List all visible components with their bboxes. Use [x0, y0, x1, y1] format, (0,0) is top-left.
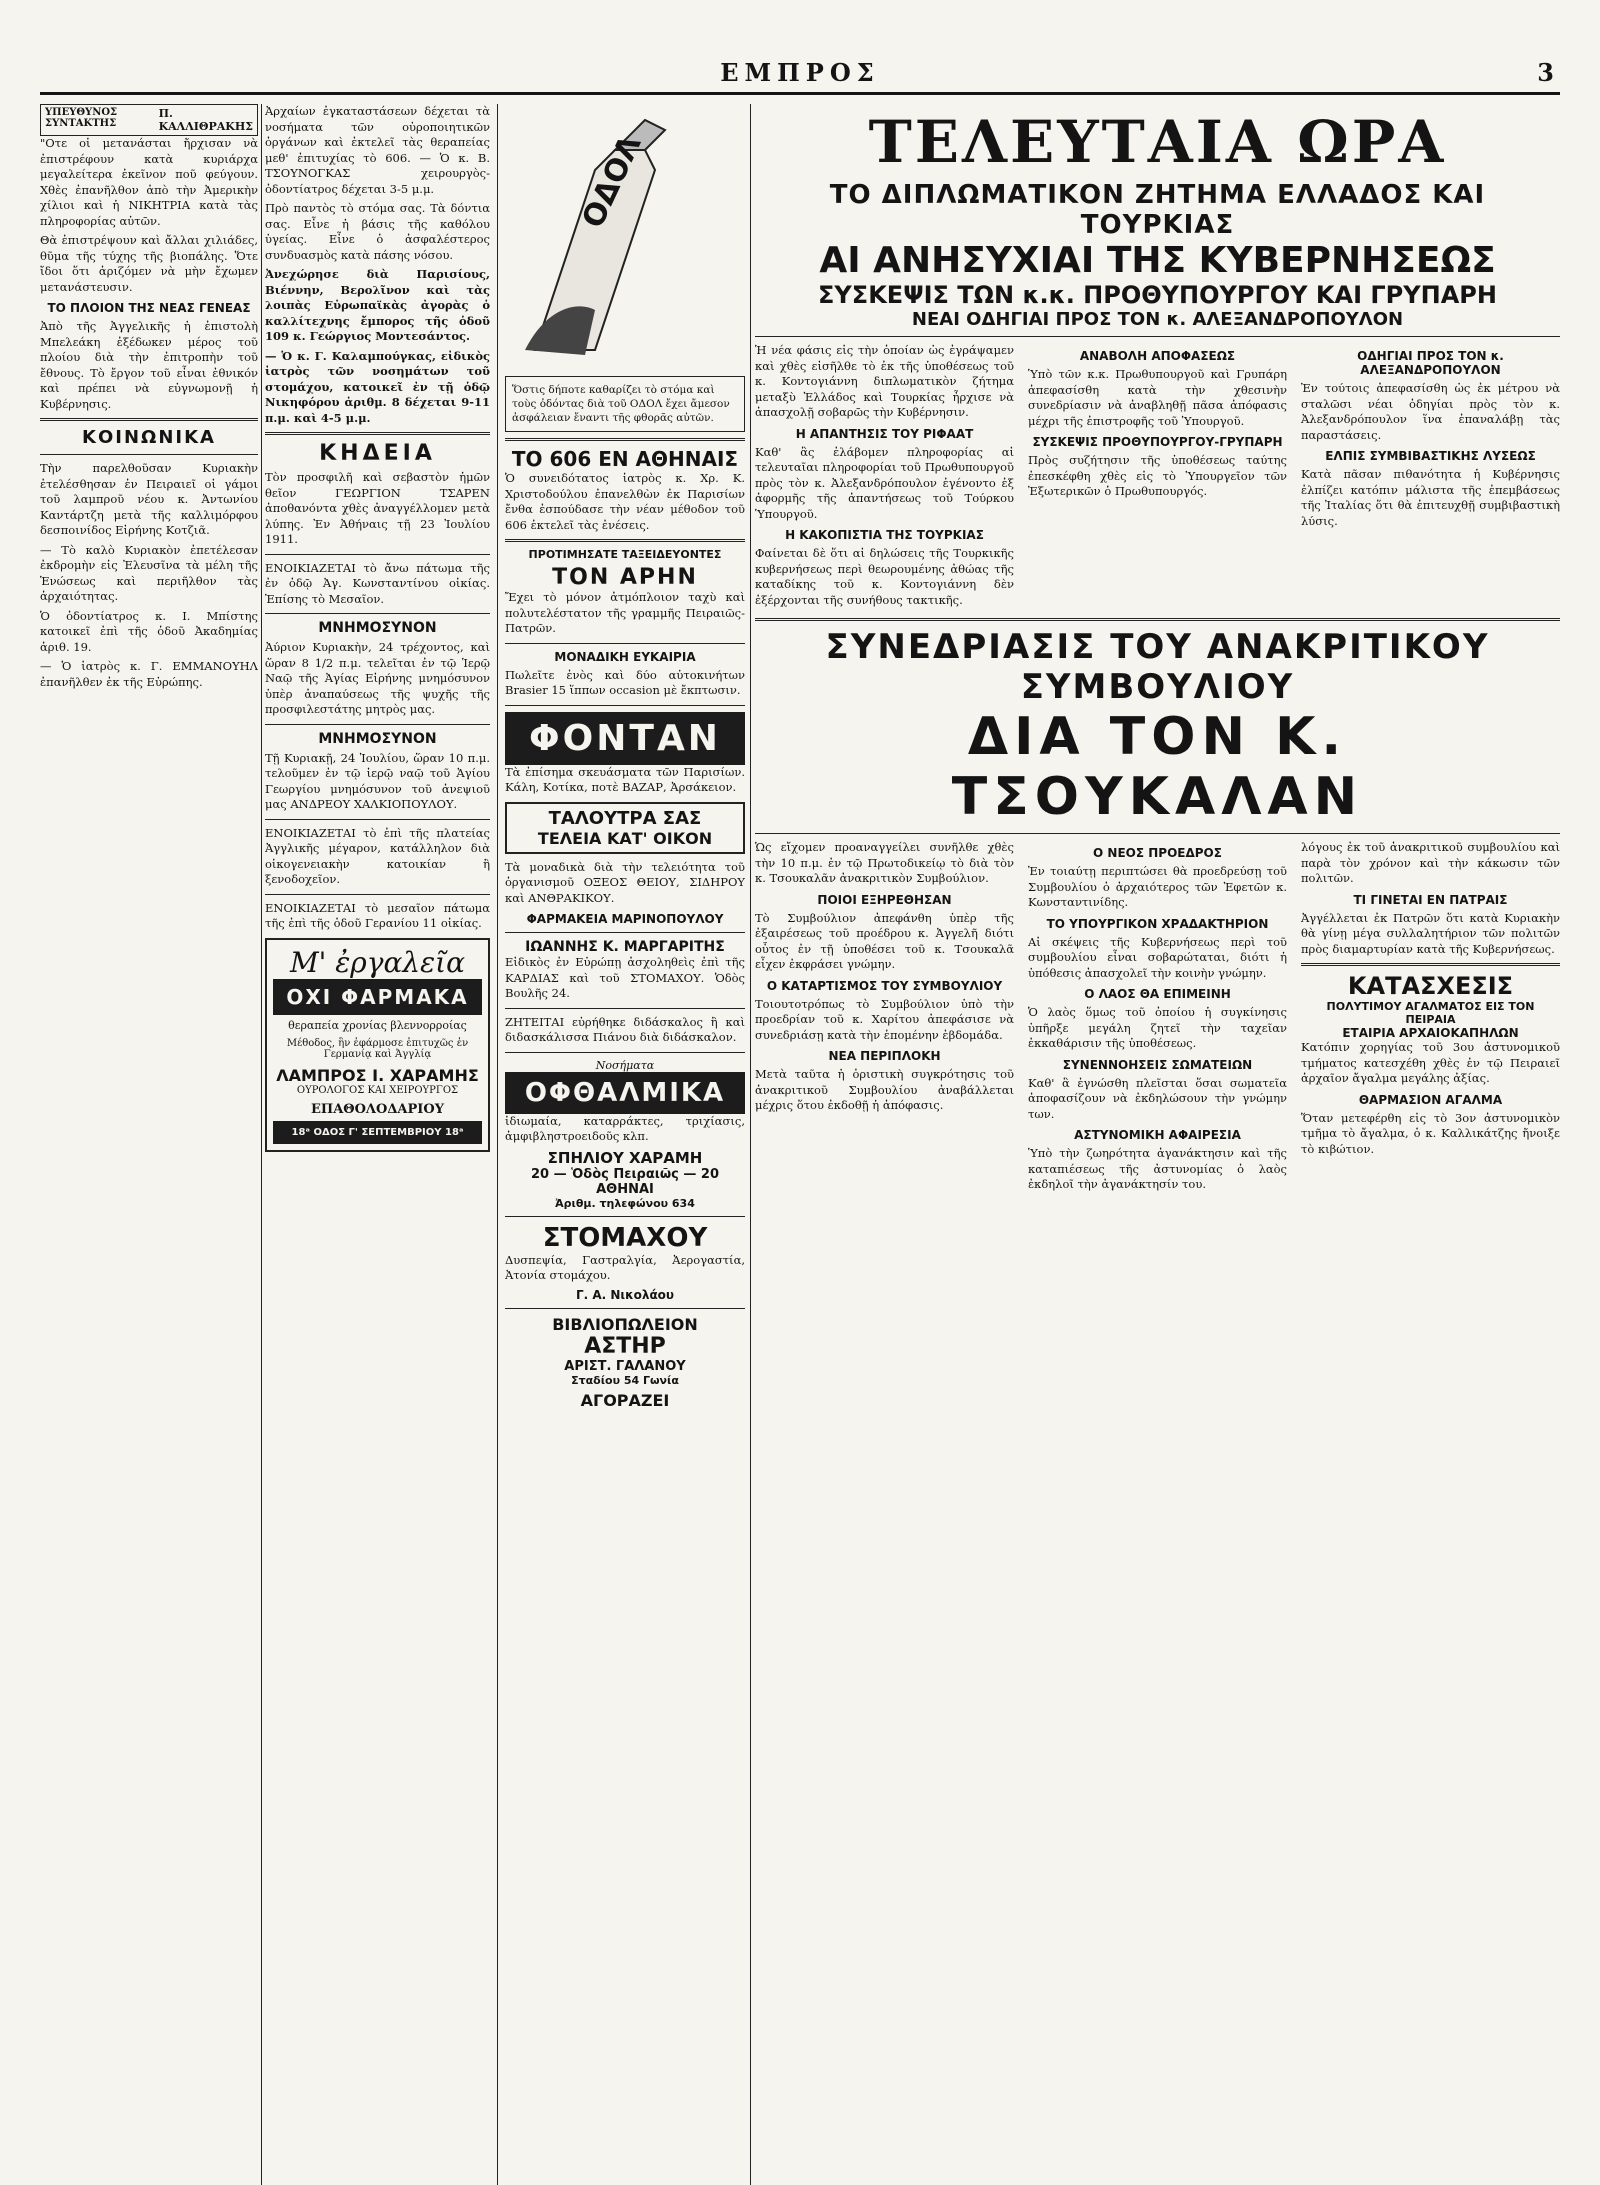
- lead-article-body: [755, 343, 1560, 612]
- doctor-name: ΙΩΑΝΝΗΣ Κ. ΜΑΡΓΑΡΙΤΗΣ: [525, 939, 725, 955]
- social-text: — Τὸ καλὸ Κυριακὸν ἐπετέλεσαν ἐκδρομὴν εἰς Ἐλευσῖνα τὰ μέλη τῆς Ἑνώσεως καὶ περιῆλθον τὰς ἀρχαιότητας.: [40, 542, 258, 603]
- 606-text: Ὁ συνειδότατος ἰατρὸς κ. Χρ. Κ. Χριστοδούλου ἐπανελθὼν ἐκ Παρισίων ἔνθα ἐσπούδασε τὴν νέαν μέθοδον τοῦ 606 ἐκτελεῖ τὰς ἐνέσεις.: [505, 471, 745, 532]
- subheading: ΟΔΗΓΙΑΙ ΠΡΟΣ ΤΟΝ κ. ΑΛΕΞΑΝΔΡΟΠΟΥΛΟΝ: [1357, 349, 1504, 377]
- stomach-title: ΣΤΟΜΑΧΟΥ: [542, 1222, 708, 1253]
- subheading: Ο ΛΑΟΣ ΘΑ ΕΠΙΜΕΙΝΗ: [1084, 987, 1231, 1001]
- article-paragraph: Ὑπὸ τὴν ζωηρότητα ἀγανάκτησιν καὶ τῆς καταπιέσεως τῆς ἀστυνομίας ὁ λαὸς ἐκδηλοῖ τὴν ἀγανάκτησίν του.: [1028, 1146, 1287, 1191]
- article-paragraph: Μετὰ ταῦτα ἡ ὁριστικὴ συγκρότησις τοῦ ἀνακριτικοῦ Συμβουλίου ἀναβάλλεται μέχρις ὅτου ἐκδοθῇ ἡ ἀπόφασις.: [755, 1067, 1014, 1112]
- second-article-body: [755, 840, 1560, 1197]
- bookshop-title: ΒΙΒΛΙΟΠΩΛΕΙΟΝ: [552, 1314, 698, 1334]
- doctor-text: Εἰδικὸς ἐν Εὐρώπῃ ἀσχοληθεὶς ἐπὶ τῆς ΚΑΡΔΙΑΣ καὶ τοῦ ΣΤΟΜΑΧΟΥ. Ὁδὸς Βουλῆς 24.: [505, 955, 745, 1000]
- shop-ad: Ἀνεχώρησε διὰ Παρισίους, Βιέννην, Βερολῖνον καὶ τὰς λοιπὰς Εὐρωπαϊκὰς ἀγορὰς ὁ καλλίτεχνης ἔμπορος τῆς ὁδοῦ 109 κ. Γεώργιος Μοντεσάντος.: [265, 267, 490, 343]
- article-paragraph: Ἐν τοιαύτῃ περιπτώσει θὰ προεδρεύσῃ τοῦ Συμβουλίου ὁ ἀρχαιότερος τῶν Ἐφετῶν κ. Κωνσταντινίδης.: [1028, 864, 1287, 909]
- notice: — Ὁ ἰατρὸς κ. Γ. ΕΜΜΑΝΟΥΗΛ ἐπανῆλθεν ἐκ τῆς Εὐρώπης.: [40, 659, 258, 689]
- third-headline: ΔΙΑ ΤΟΝ Κ. ΤΣΟΥΚΑΛΑΝ: [951, 707, 1364, 827]
- bath-ad: [505, 802, 745, 854]
- stomach-text: Δυσπεψία, Γαστραλγία, Ἀερογαστία, Ἀτονία στομάχου.: [505, 1252, 745, 1282]
- subheading: Η ΑΠΑΝΤΗΣΙΣ ΤΟΥ ΡΙΦΑΑΤ: [795, 426, 974, 441]
- subheading: ΣΥΝΕΝΝΟΗΣΕΙΣ ΣΩΜΑΤΕΙΩΝ: [1062, 1057, 1253, 1072]
- social-header: ΚΟΙΝΩΝΙΚΑ: [82, 427, 216, 448]
- article-paragraph: "Οτε οἱ μετανάσται ἤρχισαν νὰ ἐπιστρέφουν κατὰ κυριάρχα μεγαλείτερα ἐκεῖνον ποῦ φεύγουν. Χθὲς ἐπανῆλθον ἀπὸ τὴν Ἀμερικὴν χίλιοι καὶ ἡ ΝΙΚΗΤΡΙΑ κατὰ τὰς πληροφορίας αὐτῶν.: [40, 136, 258, 228]
- ad-paragraph: Πρὸ παντὸς τὸ στόμα σας. Τὰ δόντια σας. Εἶνε ἡ βάσις τῆς καθόλου ὑγείας. Εἶνε ὁ ἀσφαλέστερος συνδυασμὸς κατὰ πάσης νόσου.: [265, 201, 490, 262]
- page-number: 3: [1537, 58, 1554, 87]
- article-paragraph: Τὸ Συμβούλιον ἀπεφάνθη ὑπὲρ τῆς ἐξαιρέσεως τοῦ προέδρου κ. Ἀγγελῆ διότι οὗτος ἐν τῇ ὑποθέσει τοῦ κ. Τσουκαλᾶ εἶχεν ἐκφράσει γνώμην.: [755, 910, 1014, 971]
- bath-text: Τὰ μοναδικὰ διὰ τὴν τελειότητα τοῦ ὀργανισμοῦ ΟΞΕΟΣ ΘΕΙΟΥ, ΣΙΔΗΡΟΥ καὶ ΑΝΘΡΑΚΙΚΟΥ.: [505, 859, 745, 905]
- subheading: ΑΣΤΥΝΟΜΙΚΗ ΑΦΑΙΡΕΣΙΑ: [1074, 1128, 1241, 1142]
- odol-bottle-label: ΟΔΟΛ: [575, 130, 649, 234]
- ad-paragraph: Ἀρχαίων ἐγκαταστάσεων δέχεται τὰ νοσήματα τῶν οὐροποιητικῶν ὀργάνων καὶ ἐκτελεῖ τὰς θεραπείας μεθ' ἐπιτυχίας τὸ 606. — Ὁ κ. Β. ΤΣΟΥΝΟΓΚΑΣ χειρουργὸς-ὀδοντίατρος δέχεται 3-5 μ.μ.: [265, 104, 490, 196]
- subheading: ΤΙ ΓΙΝΕΤΑΙ ΕΝ ΠΑΤΡΑΙΣ: [1353, 892, 1508, 907]
- eyes-tag: Νοσήματα: [595, 1058, 655, 1072]
- eyes-phone: Ἀριθμ. τηλεφώνου 634: [555, 1196, 695, 1210]
- article-paragraph: Καθ' ἃ ἐγνώσθη πλεῖσται ὅσαι σωματεῖα ἀποφασίζουν νὰ ἐκδηλώσουν τὴν γνώμην των.: [1028, 1075, 1287, 1121]
- subheading: Ο ΚΑΤΑΡΤΙΣΜΟΣ ΤΟΥ ΣΥΜΒΟΥΛΙΟΥ: [766, 978, 1003, 993]
- second-subcolumn: [1301, 840, 1560, 1197]
- second-headline: ΣΥΝΕΔΡΙΑΣΙΣ ΤΟΥ ΑΝΑΚΡΙΤΙΚΟΥ ΣΥΜΒΟΥΛΙΟΥ: [825, 627, 1490, 707]
- subheading: ΑΝΑΒΟΛΗ ΑΠΟΦΑΣΕΩΣ: [1079, 349, 1236, 363]
- eyes-city: ΑΘΗΝΑΙ: [596, 1181, 654, 1197]
- subheading: ΠΟΙΟΙ ΕΞΗΡΕΘΗΣΑΝ: [817, 892, 952, 907]
- tools-ad-sub2: θεραπεία χρονίας βλεννορροίας: [288, 1018, 467, 1032]
- tools-ad-address: 18ᵃ ΟΔΟΣ Γ' ΣΕΠΤΕΜΒΡΙΟΥ 18ᵃ: [273, 1121, 482, 1144]
- lead-subcolumn: [1301, 343, 1560, 612]
- bookshop-name: ΑΣΤΗΡ: [584, 1333, 666, 1359]
- tools-ad-sub: ΟΧΙ ΦΑΡΜΑΚΑ: [273, 979, 482, 1015]
- column-1: [40, 104, 258, 2185]
- 606-title: ΤΟ 606 ΕΝ ΑΘΗΝΑΙΣ: [511, 447, 739, 471]
- rent-ad: ΕΝΟΙΚΙΑΖΕΤΑΙ τὸ ἐπὶ τῆς πλατείας Ἀγγλικῆς μέγαρον, κατάλληλον διὰ οἰκογενειακὴν κατοικίαν ἢ ξενοδοχεῖον.: [265, 825, 490, 886]
- lead-headline-3: ΣΥΣΚΕΨΙΣ ΤΩΝ κ.κ. ΠΡΟΘΥΠΟΥΡΓΟΥ ΚΑΙ ΓΡΥΠΑΡΗ: [818, 281, 1497, 309]
- lead-banner: ΤΕΛΕΥΤΑΙΑ ΩΡΑ: [868, 108, 1447, 176]
- unique-head: ΜΟΝΑΔΙΚΗ ΕΥΚΑΙΡΙΑ: [554, 649, 696, 664]
- bookshop-buys: ΑΓΟΡΑΖΕΙ: [580, 1390, 670, 1410]
- ship-text: Ἔχει τὸ μόνον ἀτμόπλοιον ταχὺ καὶ πολυτελέστατον τῆς γραμμῆς Πειραιῶς-Πατρῶν.: [505, 590, 745, 635]
- newspaper-title: ΕΜΠΡΟΣ: [720, 58, 880, 87]
- eyes-title: ΟΦΘΑΛΜΙΚΑ: [505, 1072, 745, 1114]
- lead-headline-4: ΝΕΑΙ ΟΔΗΓΙΑΙ ΠΡΟΣ ΤΟΝ κ. ΑΛΕΞΑΝΔΡΟΠΟΥΛΟΝ: [911, 309, 1404, 330]
- section-title: ΤΟ ΠΛΟΙΟΝ ΤΗΣ ΝΕΑΣ ΓΕΝΕΑΣ: [47, 301, 251, 315]
- article-paragraph: Ἀγγέλλεται ἐκ Πατρῶν ὅτι κατὰ Κυριακὴν θὰ γίνῃ μέγα συλλαλητήριον τῶν πολιτῶν πρὸς διαμαρτυρίαν κατὰ τῆς Κυβερνήσεως.: [1301, 910, 1560, 956]
- subheading: Η ΚΑΚΟΠΙΣΤΙΑ ΤΗΣ ΤΟΥΡΚΙΑΣ: [785, 528, 984, 542]
- lead-subcolumn: [755, 343, 1014, 612]
- memorial-title: ΜΝΗΜΟΣΥΝΟΝ: [318, 730, 437, 747]
- rent-ad: ΕΝΟΙΚΙΑΖΕΤΑΙ τὸ ἄνω πάτωμα τῆς ἐν ὁδῷ Ἀγ. Κωνσταντίνου οἰκίας. Ἐπίσης τὸ Μεσαῖον.: [265, 560, 490, 606]
- column-divider: [261, 104, 262, 2185]
- article-paragraph: Ὡς εἴχομεν προαναγγείλει συνῆλθε χθὲς τὴν 10 π.μ. ἐν τῷ Πρωτοδικείῳ τὸ διὰ τὸν κ. Τσουκαλᾶν ἀνακριτικὸν Συμβούλιον.: [755, 840, 1014, 885]
- fontan-title: ΦΟΝΤΑΝ: [505, 712, 745, 765]
- eyes-text: ἰδιωμαία, καταρράκτες, τριχίασις, ἀμφιβληστροειδοῦς κλπ.: [505, 1113, 745, 1143]
- memorial-text: Τῇ Κυριακῇ, 24 Ἰουλίου, ὥραν 10 π.μ. τελοῦμεν ἐν τῷ ἱερῷ ναῷ τοῦ Ἁγίου Γεωργίου μνημόσυνον τοῦ ἀνεψιοῦ μας ΑΝΔΡΕΟΥ ΧΑΛΚΙΟΠΟΥΛΟΥ.: [265, 750, 490, 811]
- pharmacy-name: ΦΑΡΜΑΚΕΙΑ ΜΑΡΙΝΟΠΟΥΛΟΥ: [526, 912, 724, 926]
- memorial-text: Ἀύριον Κυριακὴν, 24 τρέχοντος, καὶ ὥραν 8 1/2 π.μ. τελεῖται ἐν τῷ Ἱερῷ Ναῷ τῆς Ἀγίας Εἰρήνης μνημόσυνον ὑπὲρ ἀναπαύσεως τῆς ψυχῆς τῆς προσφιλεστάτης μητρὸς μας.: [265, 640, 490, 716]
- column-divider: [497, 104, 498, 2185]
- doctor-ad: — Ὁ κ. Γ. Καλαμπούγκας, εἰδικὸς ἰατρὸς τῶν νοσημάτων τοῦ στομάχου, κατοικεῖ ἐν τῇ ὁδῷ Νικηφόρου ἀριθμ. 8 δέχεται 9-11 π.μ. καὶ 4-5 μ.μ.: [265, 348, 490, 425]
- article-paragraph: Φαίνεται δὲ ὅτι αἱ δηλώσεις τῆς Τουρκικῆς κυβερνήσεως περὶ θεωρουμένης ἀθώας τῆς καταδίκης τοῦ κ. Κοντογιάννη δὲν ἐξέρχονται τῆς συνήθους τακτικῆς.: [755, 546, 1014, 607]
- second-subcolumn: [755, 840, 1014, 1197]
- article-paragraph: Καθ' ἃς ἐλάβομεν πληροφορίας αἱ τελευταῖαι πληροφορίαι τοῦ Πρωθυπουργοῦ πρὸς τὸν κ. Ἀλεξανδρόπουλον ἐγένοντο ἐξ ἀφορμῆς τῆς ἀπαντήσεως τοῦ Τούρκου Ὑπουργοῦ.: [755, 444, 1014, 521]
- article-paragraph: Ὑπὸ τῶν κ.κ. Πρωθυπουργοῦ καὶ Γρυπάρη ἀπεφασίσθη κατὰ τὴν χθεσινὴν συνεδρίασιν νὰ ἀναβληθῇ πᾶσα ἀπόφασις μέχρι τῆς ἐπιστροφῆς τοῦ Ὑπουργοῦ.: [1028, 367, 1287, 428]
- bath-title: ΤΑΛΟΥΤΡΑ ΣΑΣ: [548, 807, 702, 829]
- article-paragraph: Ὅταν μετεφέρθη εἰς τὸ 3ον ἀστυνομικὸν τμῆμα τὸ ἄγαλμα, ὁ κ. Καλλικάτζης ἤνοιξε τὸ κιβώτιον.: [1301, 1110, 1560, 1156]
- tools-ad-name: ΛΑΜΠΡΟΣ Ι. ΧΑΡΑΜΗΣ: [276, 1065, 479, 1085]
- odol-bottle-illustration: [505, 110, 705, 360]
- stomach-doctor: Γ. Α. Νικολάου: [575, 1287, 675, 1302]
- wanted-ad: ΖΗΤΕΙΤΑΙ εὐρήθηκε διδάσκαλος ἢ καὶ διδασκάλισσα Πιάνου διὰ διδάσκαλον.: [505, 1014, 745, 1044]
- tools-ad-title: Μ' ἐργαλεῖα: [289, 945, 466, 979]
- article-paragraph: λόγους ἐκ τοῦ ἀνακριτικοῦ συμβουλίου καὶ παρὰ τὸν χρόνον καὶ τὴν κάκωσιν τῶν πολιτῶν.: [1301, 840, 1560, 885]
- column-3: [505, 104, 745, 2185]
- article-paragraph: Πρὸς συζήτησιν τῆς ὑποθέσεως ταύτης ἐπεσκέφθη χθὲς εἰς τὸ Ὑπουργεῖον τῶν Ἐξωτερικῶν ὁ Πρωθυπουργός.: [1028, 453, 1287, 498]
- tools-ad-office: ΕΠΑΘΟΛΟΔΑΡΙΟΥ: [311, 1101, 444, 1117]
- article-paragraph: Κατόπιν χορηγίας τοῦ 3ου ἀστυνομικοῦ τμήματος κατεσχέθη χθὲς ἐν τῷ Πειραιεῖ ἀρχαῖον ἄγαλμα μεγάλης ἀξίας.: [1301, 1040, 1560, 1085]
- bookshop-owner: ΑΡΙΣΤ. ΓΑΛΑΝΟΥ: [564, 1358, 686, 1374]
- social-text: Τὴν παρελθοῦσαν Κυριακὴν ἐτελέσθησαν ἐν Πειραιεῖ οἱ γάμοι τοῦ λαμπροῦ νέου κ. Ἀντωνίου Καντάρτζη μετὰ τῆς καλλιμόρφου δεσποινίδος Εἰρήνης Κοτζιᾶ.: [40, 461, 258, 537]
- notice: Ὁ ὀδοντίατρος κ. Ι. Μπίστης κατοικεῖ ἐπὶ τῆς ὁδοῦ Ἀκαδημίας ἀριθ. 19.: [40, 608, 258, 654]
- subheading: ΕΛΠΙΣ ΣΥΜΒΙΒΑΣΤΙΚΗΣ ΛΥΣΕΩΣ: [1325, 449, 1536, 463]
- rent-ad: ΕΝΟΙΚΙΑΖΕΤΑΙ τὸ μεσαῖον πάτωμα τῆς ἐπὶ τῆς ὁδοῦ Γερανίου 11 οἰκίας.: [265, 900, 490, 930]
- unique-text: Πωλεῖτε ἐνὸς καὶ δύο αὐτοκινήτων Brasier 15 ἵππων occasion μὲ ἔκπτωσιν.: [505, 667, 745, 697]
- ship-name: ΤΟΝ ΑΡΗΝ: [552, 565, 698, 590]
- subheading: ΤΟ ΥΠΟΥΡΓΙΚΟΝ ΧΡΑΔΑΚΤΗΡΙΟΝ: [1046, 916, 1269, 931]
- article-paragraph: Θὰ ἐπιστρέψουν καὶ ἄλλαι χιλιάδες, θῦμα τῆς τύχης τῆς βιοπάλης. Ὅτε ἴδοι ὅτι ἀριζόμεν νὰ μὴν ἔχωμεν μετανάστευσιν.: [40, 233, 258, 294]
- eyes-address: 20 — Ὁδὸς Πειραιῶς — 20: [531, 1166, 719, 1182]
- bath-sub: ΤΕΛΕΙΑ ΚΑΤ' ΟΙΚΟΝ: [537, 828, 713, 848]
- column-4-lead: [755, 104, 1560, 2185]
- editor-name: Π. ΚΑΛΛΙΘΡΑΚΗΣ: [158, 107, 253, 133]
- subheading: ΣΥΣΚΕΨΙΣ ΠΡΟΘΥΠΟΥΡΓΟΥ-ΓΡΥΠΑΡΗ: [1032, 435, 1283, 449]
- memorial-title: ΜΝΗΜΟΣΥΝΟΝ: [318, 620, 437, 636]
- article-paragraph: Αἱ σκέψεις τῆς Κυβερνήσεως περὶ τοῦ συμβουλίου εἶναι σοβαρώταται, διότι ἡ ὑπόθεσις ἀπασχολεῖ τὴν κοινὴν γνώμην.: [1028, 934, 1287, 980]
- subheading: Ο ΝΕΟΣ ΠΡΟΕΔΡΟΣ: [1093, 846, 1222, 860]
- article-paragraph: Κατὰ πᾶσαν πιθανότητα ἡ Κυβέρνησις ἐλπίζει κατόπιν μάλιστα τῆς ἐπεμβάσεως τῆς Ἰταλίας ὅτι θὰ ἐπιτευχθῇ συμβιβαστικὴ λύσις.: [1301, 467, 1560, 528]
- tools-ad-box: [265, 938, 490, 1152]
- seizure-title: ΚΑΤΑΣΧΕΣΙΣ: [1347, 972, 1514, 1000]
- lead-headline: ΤΟ ΔΙΠΛΩΜΑΤΙΚΟΝ ΖΗΤΗΜΑ ΕΛΛΑΔΟΣ ΚΑΙ ΤΟΥΡΚΙΑΣ: [829, 180, 1486, 240]
- column-divider: [750, 104, 751, 2185]
- article-paragraph: Τοιουτοτρόπως τὸ Συμβούλιον ὑπὸ τὴν προεδρίαν τοῦ κ. Χαρίτου ἀπεφάσισε νὰ συνεδριάσῃ κατὰ τὴν ἑπομένην ἑβδομάδα.: [755, 996, 1014, 1042]
- lead-headline-2: ΑΙ ΑΝΗΣΥΧΙΑΙ ΤΗΣ ΚΥΒΕΡΝΗΣΕΩΣ: [819, 240, 1496, 281]
- seizure-sub-2: ΕΤΑΙΡΙΑ ΑΡΧΑΙΟΚΑΠΗΛΩΝ: [1342, 1026, 1519, 1040]
- tools-ad-text: Μέθοδος, ἣν ἐφάρμοσε ἐπιτυχῶς ἐν Γερμανίᾳ καὶ Ἀγγλίᾳ: [286, 1037, 469, 1060]
- article-paragraph: Ἡ νέα φάσις εἰς τὴν ὁποίαν ὡς ἐγράψαμεν καὶ χθὲς εἰσῆλθε τὸ ἐκ τῆς ὑποθέσεως τοῦ κ. Κοντογιάννη διπλωματικὸν ζήτημα μεταξὺ Ἑλλάδος καὶ Τουρκίας ἦρχισε νὰ ἀπασχολῇ σοβαρῶς τὴν Κυβέρνησιν.: [755, 343, 1014, 419]
- second-subcolumn: [1028, 840, 1287, 1197]
- masthead: [40, 58, 1560, 95]
- editor-byline: [40, 104, 258, 136]
- editor-role: ΥΠΕΥΘΥΝΟΣ ΣΥΝΤΑΚΤΗΣ: [45, 107, 118, 129]
- seizure-sub: ΠΟΛΥΤΙΜΟΥ ΑΓΑΛΜΑΤΟΣ ΕΙΣ ΤΟΝ ΠΕΙΡΑΙΑ: [1326, 1000, 1535, 1026]
- column-2: [265, 104, 490, 2185]
- subheading: ΘΑΡΜΑΣΙΟΝ ΑΓΑΛΜΑ: [1358, 1092, 1503, 1107]
- fontan-text: Τὰ ἐπίσημα σκευάσματα τῶν Παρισίων. Κάλη, Κοτίκα, ποτὲ ΒΑΖΑΡ, Ἀρσάκειον.: [505, 764, 745, 794]
- ship-head: ΠΡΟΤΙΜΗΣΑΤΕ ΤΑΞΕΙΔΕΥΟΝΤΕΣ: [528, 548, 722, 561]
- article-paragraph: Ὁ λαὸς ὅμως τοῦ ὁποίου ἡ συγκίνησις ὑπῆρξε μεγάλη ζητεῖ τὴν ταχεῖαν ἐκκαθάρισιν τῆς ὑποθέσεως.: [1028, 1005, 1287, 1050]
- article-paragraph: Ἐν τούτοις ἀπεφασίσθη ὡς ἐκ μέτρου νὰ σταλῶσι νέαι ὁδηγίαι πρὸς τὸν κ. Ἀλεξανδρόπουλον ἵνα ἐπαναλάβῃ τὰς παραστάσεις.: [1301, 381, 1560, 442]
- odol-quote: Ὅστις δήποτε καθαρίζει τὸ στόμα καὶ τοὺς ὀδόντας διὰ τοῦ ΟΔΟΛ ἔχει ἄμεσον ἀσφάλειαν ἔναντι τῆς φθορᾶς αὐτῶν.: [505, 376, 745, 432]
- article-paragraph: Ἀπὸ τῆς Ἀγγελικῆς ἡ ἐπιστολὴ Μπελεάκη ἐξέδωκεν μέρος τοῦ πλοίου διὰ τὴν ἐπιτροπὴν τοῦ ἔθνους. Τὸ ἔργον τοῦ εἶναι ἐθνικόν καὶ πρέπει νὰ εὐγνωμονῇ ἡ Κυβέρνησις.: [40, 319, 258, 411]
- tools-ad-role: ΟΥΡΟΛΟΓΟΣ ΚΑΙ ΧΕΙΡΟΥΡΓΟΣ: [296, 1084, 459, 1096]
- bookshop-address: Σταδίου 54 Γωνία: [571, 1373, 679, 1387]
- lead-subcolumn: [1028, 343, 1287, 612]
- subheading: ΝΕΑ ΠΕΡΙΠΛΟΚΗ: [828, 1049, 941, 1063]
- funeral-title: ΚΗΔΕΙΑ: [319, 441, 436, 466]
- funeral-text: Τὸν προσφιλῆ καὶ σεβαστὸν ἡμῶν θεῖον ΓΕΩΡΓΙΟΝ ΤΣΑΡΕΝ ἀποθανόντα χθὲς ἀναγγέλλομεν μετὰ λύπης. Ἐν Ἀθήναις τῇ 23 Ἰουλίου 1911.: [265, 470, 490, 546]
- eyes-doctor: ΣΠΗΛΙΟΥ ΧΑΡΑΜΗ: [547, 1148, 703, 1167]
